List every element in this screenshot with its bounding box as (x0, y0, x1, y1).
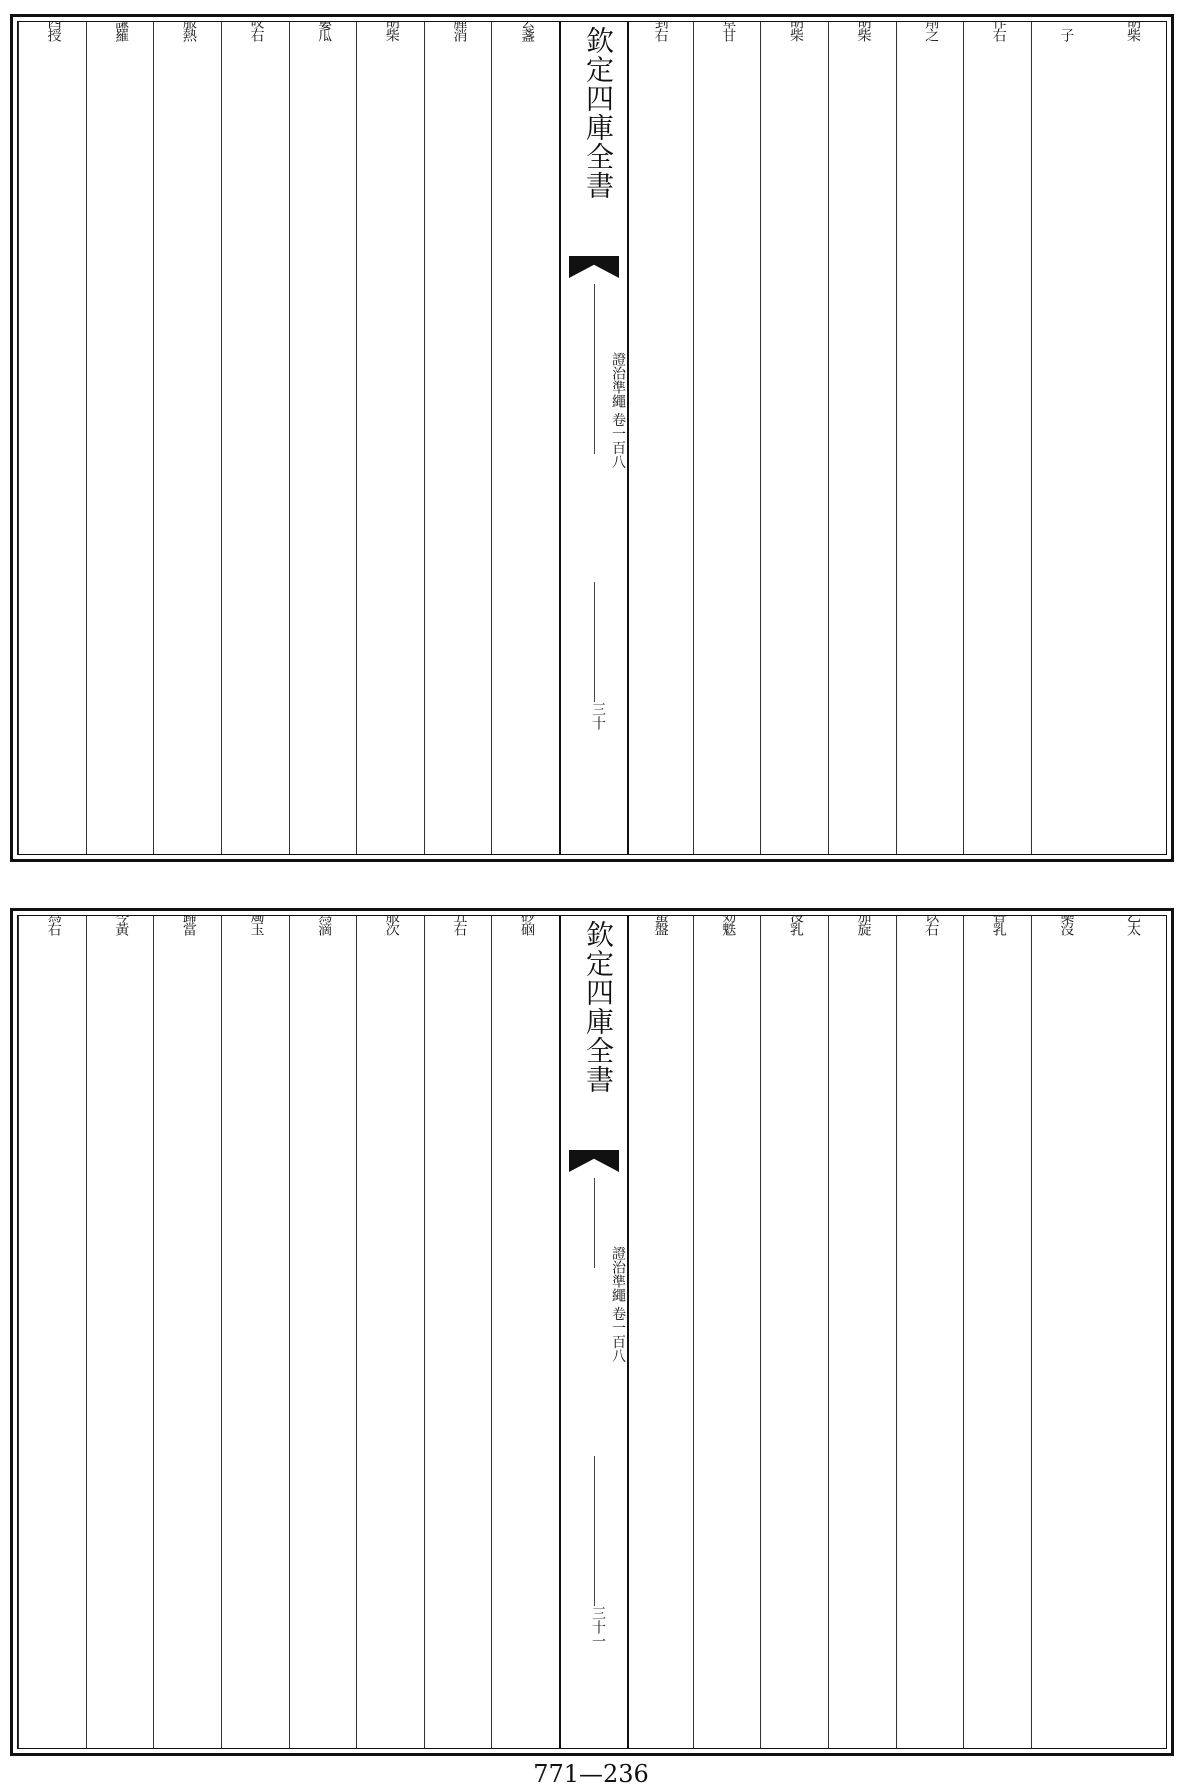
text-column (356, 916, 425, 1748)
text-column (221, 22, 290, 854)
bottom-page (10, 908, 1174, 1756)
book-title: 欽定四庫全書 (582, 26, 615, 200)
text-column (1031, 22, 1100, 854)
top-page-frame (17, 21, 1167, 855)
text-column (896, 22, 965, 854)
text-column (153, 916, 222, 1748)
chapter-label: 證治準繩 卷一百八 (610, 1246, 626, 1363)
book-title: 欽定四庫全書 (582, 920, 615, 1094)
text-column (693, 916, 762, 1748)
text-column (760, 916, 829, 1748)
text-column (86, 916, 155, 1748)
text-column (153, 22, 222, 854)
chapter-label: 證治準繩 卷一百八 (610, 352, 626, 469)
text-column (1098, 22, 1166, 854)
page-number: 三十一 (590, 1606, 606, 1648)
text-column (828, 22, 897, 854)
fishtail-mark (569, 256, 619, 278)
text-column (896, 916, 965, 1748)
text-column (221, 916, 290, 1748)
text-column (86, 22, 155, 854)
text-column (625, 916, 694, 1748)
page-number: 三十 (590, 702, 606, 730)
text-column (1098, 916, 1166, 1748)
text-column (760, 22, 829, 854)
fishtail-mark (569, 1150, 619, 1172)
bottom-page-frame (17, 915, 1167, 1749)
text-column (491, 916, 560, 1748)
text-column (356, 22, 425, 854)
text-column (963, 916, 1032, 1748)
fold-line (594, 1456, 595, 1606)
text-column (18, 22, 87, 854)
center-fold (559, 22, 629, 854)
center-fold (559, 916, 629, 1748)
text-column (1031, 916, 1100, 1748)
text-column (289, 916, 358, 1748)
text-column (693, 22, 762, 854)
text-column (424, 22, 493, 854)
text-column (828, 916, 897, 1748)
page-footer-number: 771—236 (533, 1760, 649, 1788)
text-column (289, 22, 358, 854)
fold-line (594, 582, 595, 702)
text-column (625, 22, 694, 854)
top-page (10, 14, 1174, 862)
text-column (963, 22, 1032, 854)
text-column (424, 916, 493, 1748)
text-column (491, 22, 560, 854)
text-column (18, 916, 87, 1748)
